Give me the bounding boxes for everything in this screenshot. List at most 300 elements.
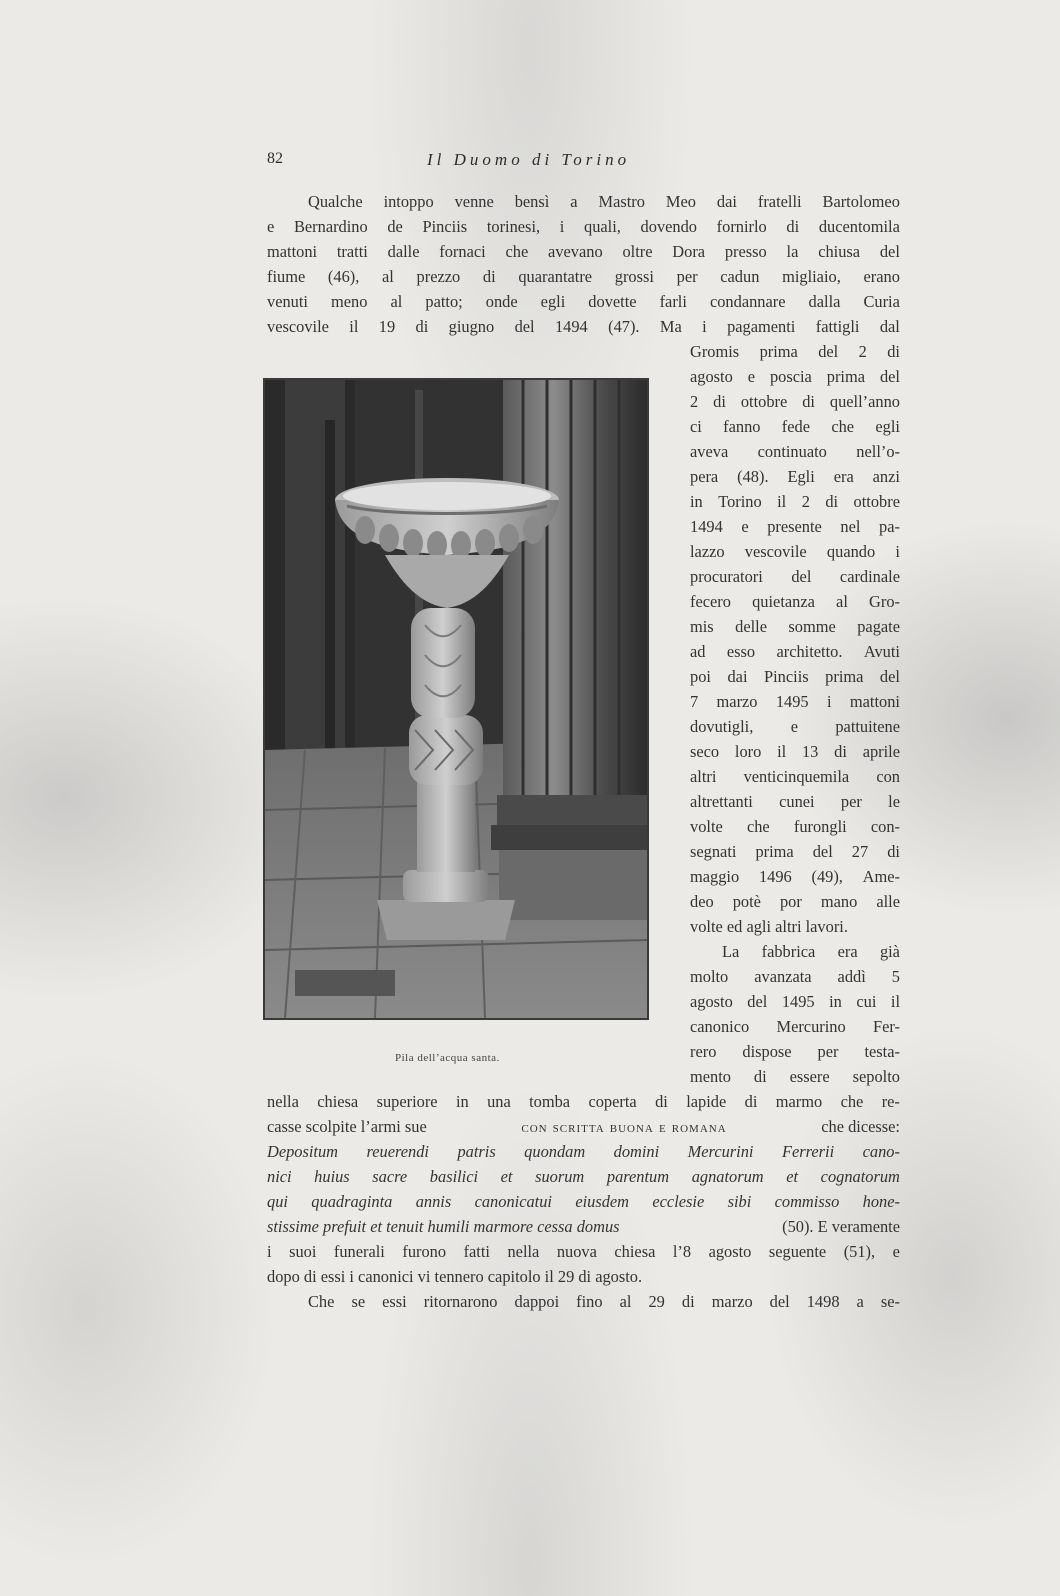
word: canonicatui (474, 1192, 552, 1211)
page-number: 82 (267, 150, 283, 167)
word: torinesi, (486, 217, 541, 236)
page-header (267, 150, 900, 174)
word: già (879, 942, 900, 961)
word: continuato (757, 442, 827, 461)
text-span-smallcaps: con scritta buona e romana (521, 1117, 727, 1136)
word: 1494 (554, 317, 588, 336)
word: Torino (718, 492, 762, 511)
text-line (690, 717, 900, 737)
word: l’8 (672, 1242, 692, 1261)
word: parentum (606, 1167, 670, 1186)
word: di (744, 1092, 758, 1111)
word: essi (382, 1292, 407, 1311)
word: furongli (793, 817, 847, 836)
word: addì (837, 967, 866, 986)
word: cano- (862, 1142, 900, 1161)
text-line (267, 1092, 900, 1112)
text-line-italic (267, 1192, 900, 1212)
word: annis (415, 1192, 452, 1211)
word: era (837, 942, 858, 961)
word: seco (690, 742, 720, 761)
text-line (690, 742, 900, 762)
text-line (690, 367, 900, 387)
word: fino (576, 1292, 603, 1311)
text-line (690, 767, 900, 787)
word: (51), (843, 1242, 876, 1261)
word: condannare (709, 292, 786, 311)
word: chiusa (818, 242, 861, 261)
word: onde (485, 292, 518, 311)
word: anzi (872, 467, 900, 486)
word: chiesa (317, 1092, 359, 1111)
text-line (690, 792, 900, 812)
word: con (876, 767, 900, 786)
word: patris (457, 1142, 496, 1161)
word: fecero (690, 592, 731, 611)
word: Qualche (308, 192, 363, 211)
word: esso (726, 642, 756, 661)
word: di (786, 217, 800, 236)
word: pera (690, 467, 719, 486)
word: La (722, 942, 740, 961)
word: cardinale (839, 567, 900, 586)
word: i (826, 692, 832, 711)
word: al (390, 292, 403, 311)
text-span: (50). E veramente (782, 1217, 900, 1236)
word: essere (789, 1067, 830, 1086)
word: in (690, 492, 703, 511)
word: di (887, 842, 900, 861)
word: ci (690, 417, 702, 436)
word: 2 (858, 342, 867, 361)
running-title: Il Duomo di Torino (427, 150, 631, 169)
word: vescovile (267, 317, 329, 336)
word: a (570, 192, 578, 211)
word: i (267, 1242, 272, 1261)
word: dal (879, 317, 900, 336)
word: Ma (659, 317, 682, 336)
word: tomba (529, 1092, 571, 1111)
text-line (267, 317, 900, 337)
word: fabbrica (761, 942, 816, 961)
word: 1494 (690, 517, 723, 536)
word: con- (870, 817, 900, 836)
word: quell’anno (829, 392, 900, 411)
text-line (690, 417, 900, 437)
word: (49), (811, 867, 843, 886)
word: ducentomila (818, 217, 900, 236)
word: del (747, 992, 768, 1011)
word: venuti (267, 292, 308, 311)
word: 2 (690, 392, 699, 411)
word: del (879, 667, 900, 686)
word: che (505, 242, 529, 261)
word: vescovile (744, 542, 807, 561)
word: dai (727, 667, 748, 686)
word: fornaci (439, 242, 486, 261)
word: maggio (690, 867, 740, 886)
word: migliaio, (782, 267, 841, 286)
word: e (790, 717, 798, 736)
word: Bernardino (293, 217, 368, 236)
word: mattoni (267, 242, 318, 261)
word: che (746, 817, 770, 836)
word: 1496 (758, 867, 792, 886)
word: loro (734, 742, 762, 761)
word: Curia (863, 292, 900, 311)
word: Ferrerii (781, 1142, 835, 1161)
word: quietanza (752, 592, 815, 611)
word: mano (820, 892, 858, 911)
word: dappoi (514, 1292, 560, 1311)
word: Gromis (690, 342, 740, 361)
word: architetto. (776, 642, 843, 661)
word: intoppo (383, 192, 434, 211)
word: prima (755, 842, 794, 861)
word: e (892, 1242, 900, 1261)
word: poi (690, 667, 711, 686)
word: coperta (588, 1092, 637, 1111)
word: suorum (535, 1167, 585, 1186)
word: Ame- (862, 867, 900, 886)
word: canonico (690, 1017, 750, 1036)
word: egli (540, 292, 566, 311)
word: sepolto (852, 1067, 900, 1086)
text-line (690, 667, 900, 687)
text-line (690, 492, 900, 512)
text-line (690, 542, 900, 562)
word: marzo (716, 692, 758, 711)
word: molto (690, 967, 729, 986)
word: a (856, 1292, 864, 1311)
word: furono (402, 1242, 447, 1261)
text-line (308, 1292, 900, 1312)
word: eiusdem (575, 1192, 630, 1211)
word: del (879, 242, 900, 261)
word: et (500, 1167, 513, 1186)
word: basilici (429, 1167, 479, 1186)
word: dovendo (640, 217, 697, 236)
text-line (690, 517, 900, 537)
word: bensì (514, 192, 550, 211)
word: lapide (686, 1092, 727, 1111)
word: 1498 (806, 1292, 840, 1311)
word: in (455, 1092, 469, 1111)
text-line (690, 592, 900, 612)
word: altri (690, 767, 717, 786)
word: che (840, 1092, 864, 1111)
word: somme (788, 617, 836, 636)
word: Bartolomeo (822, 192, 900, 211)
word: presente (767, 517, 822, 536)
word: fede (781, 417, 811, 436)
word: 1495 (775, 692, 809, 711)
word: di (415, 317, 429, 336)
word: 29 (648, 1292, 665, 1311)
word: avanzata (754, 967, 812, 986)
holy-water-font-icon (265, 380, 647, 1018)
word: testa- (864, 1042, 900, 1061)
word: al (619, 1292, 632, 1311)
word: in (829, 992, 842, 1011)
word: di (802, 392, 815, 411)
word: il (349, 317, 359, 336)
word: cunei (779, 792, 815, 811)
word: al (836, 592, 848, 611)
word: cui (856, 992, 877, 1011)
word: grossi (614, 267, 654, 286)
text-line: volte ed agli altri lavori. (690, 917, 848, 936)
word: di (655, 1092, 668, 1111)
word: alle (876, 892, 900, 911)
word: se (351, 1292, 366, 1311)
word: marmo (775, 1092, 823, 1111)
word: del (818, 342, 839, 361)
text-line (690, 1042, 900, 1062)
word: ecclesie (652, 1192, 705, 1211)
word: presso (724, 242, 767, 261)
word: dai (716, 192, 737, 211)
word: venne (454, 192, 494, 211)
word: farli (659, 292, 687, 311)
word: giugno (448, 317, 495, 336)
word: di (753, 1067, 767, 1086)
word: di (887, 342, 900, 361)
text-line-italic (267, 1167, 900, 1187)
word: nici (267, 1167, 292, 1186)
word: del (812, 842, 833, 861)
word: fattigli (815, 317, 860, 336)
text-line (267, 217, 900, 237)
word: sibi (727, 1192, 752, 1211)
word: mento (690, 1067, 731, 1086)
word: nella (507, 1242, 540, 1261)
word: quarantatre (518, 267, 593, 286)
text-line (690, 892, 900, 912)
word: era (833, 467, 854, 486)
word: le (888, 792, 900, 811)
word: marzo (711, 1292, 753, 1311)
word: 27 (851, 842, 869, 861)
word: 7 (690, 692, 699, 711)
word: ritornarono (423, 1292, 498, 1311)
word: mis (690, 617, 714, 636)
word: pagamenti (727, 317, 796, 336)
word: seguente (768, 1242, 827, 1261)
word: il (777, 492, 787, 511)
text-line (690, 617, 900, 637)
word: quando (826, 542, 876, 561)
word: re- (881, 1092, 900, 1111)
word: quondam (524, 1142, 586, 1161)
text-line (267, 242, 900, 262)
word: pattuitene (835, 717, 900, 736)
text-line (690, 992, 900, 1012)
word: il (890, 992, 900, 1011)
word: Gro- (869, 592, 900, 611)
word: Depositum (267, 1142, 339, 1161)
word: per (817, 1042, 839, 1061)
text-line (690, 392, 900, 412)
word: patto; (425, 292, 463, 311)
word: reuerendi (366, 1142, 429, 1161)
word: oltre (622, 242, 653, 261)
word: fiume (267, 267, 306, 286)
text-line (267, 267, 900, 287)
word: fanno (723, 417, 761, 436)
word: prima (825, 667, 864, 686)
word: del (791, 567, 812, 586)
word: di (825, 492, 839, 511)
text-span: che dicesse: (821, 1117, 900, 1136)
word: nella (267, 1092, 299, 1111)
word: Pinciis (422, 217, 468, 236)
text-line (308, 192, 900, 212)
word: nell’o- (856, 442, 900, 461)
word: ottobre (740, 392, 788, 411)
word: quadraginta (311, 1192, 393, 1211)
holy-water-font-photo (263, 378, 649, 1020)
word: Mercurino (776, 1017, 846, 1036)
word: pagate (857, 617, 900, 636)
word: erano (863, 267, 900, 286)
word: del (769, 1292, 790, 1311)
text-line (267, 1242, 900, 1262)
word: se- (880, 1292, 900, 1311)
word: agosto (690, 992, 733, 1011)
word: dalle (387, 242, 420, 261)
text-line (267, 1117, 900, 1137)
word: qui (267, 1192, 288, 1211)
word: dispose (742, 1042, 792, 1061)
text-span-italic: stissime prefuit et tenuit humili marmore cessa domus (267, 1217, 620, 1236)
word: quali, (584, 217, 621, 236)
word: commisso (774, 1192, 840, 1211)
word: (48). (737, 467, 769, 486)
word: fatti (463, 1242, 490, 1261)
word: et (786, 1167, 799, 1186)
text-line (690, 642, 900, 662)
word: superiore (376, 1092, 438, 1111)
word: egli (875, 417, 900, 436)
word: e (747, 367, 756, 386)
word: una (487, 1092, 511, 1111)
word: e (267, 217, 275, 236)
word: i (895, 542, 900, 561)
word: aprile (862, 742, 900, 761)
word: prezzo (416, 267, 461, 286)
word: fratelli (757, 192, 802, 211)
word: per (676, 267, 698, 286)
word: 5 (891, 967, 900, 986)
word: di (482, 267, 496, 286)
word: Che (308, 1292, 335, 1311)
word: del (514, 317, 535, 336)
word: di (681, 1292, 695, 1311)
word: procuratori (690, 567, 763, 586)
word: fornirlo (716, 217, 767, 236)
text-line (690, 1017, 900, 1037)
word: (46), (327, 267, 360, 286)
word: meno (331, 292, 368, 311)
word: agosto (690, 367, 733, 386)
word: Pinciis (764, 667, 809, 686)
word: lazzo (690, 542, 725, 561)
word: dovutigli, (690, 717, 754, 736)
word: i (702, 317, 707, 336)
text-line-italic (267, 1142, 900, 1162)
word: prima (826, 367, 865, 386)
word: aveva (690, 442, 729, 461)
word: 13 (801, 742, 819, 761)
word: ottobre (853, 492, 900, 511)
word: Egli (787, 467, 815, 486)
text-line (690, 442, 900, 462)
word: sacre (372, 1167, 408, 1186)
word: Fer- (873, 1017, 900, 1036)
word: potè (732, 892, 761, 911)
text-line (267, 292, 900, 312)
word: chiesa (614, 1242, 656, 1261)
text-line (722, 942, 900, 962)
word: hone- (862, 1192, 900, 1211)
word: per (840, 792, 862, 811)
figure-caption: Pila dell’acqua santa. (395, 1052, 500, 1064)
word: funerali (333, 1242, 385, 1261)
word: delle (735, 617, 767, 636)
text-span: casse scolpite l’armi sue (267, 1117, 427, 1136)
word: del (879, 367, 900, 386)
word: poscia (769, 367, 812, 386)
text-line (690, 342, 900, 362)
word: de (387, 217, 403, 236)
text-line (690, 842, 900, 862)
word: ad (690, 642, 706, 661)
word: venticinquemila (743, 767, 850, 786)
word: 19 (378, 317, 396, 336)
word: rero (690, 1042, 717, 1061)
word: di (713, 392, 726, 411)
word: Dora (672, 242, 706, 261)
word: nel (840, 517, 861, 536)
word: i (559, 217, 565, 236)
word: il (777, 742, 787, 761)
text-line: dopo di essi i canonici vi tennero capitolo il 29 di agosto. (267, 1267, 643, 1286)
word: domini (613, 1142, 660, 1161)
word: 1495 (781, 992, 815, 1011)
word: deo (690, 892, 714, 911)
word: prima (759, 342, 798, 361)
word: dalla (808, 292, 841, 311)
text-line (690, 867, 900, 887)
word: al (382, 267, 394, 286)
text-line (690, 567, 900, 587)
word: mattoni (849, 692, 900, 711)
text-line (690, 467, 900, 487)
word: di (834, 742, 847, 761)
text-line (690, 967, 900, 987)
word: volte (690, 817, 723, 836)
word: huius (314, 1167, 350, 1186)
word: agnatorum (691, 1167, 764, 1186)
word: segnati (690, 842, 737, 861)
word: e (741, 517, 749, 536)
word: avevano (548, 242, 603, 261)
word: dovette (588, 292, 637, 311)
word: agosto (708, 1242, 752, 1261)
word: altrettanti (690, 792, 753, 811)
word: cadun (720, 267, 760, 286)
